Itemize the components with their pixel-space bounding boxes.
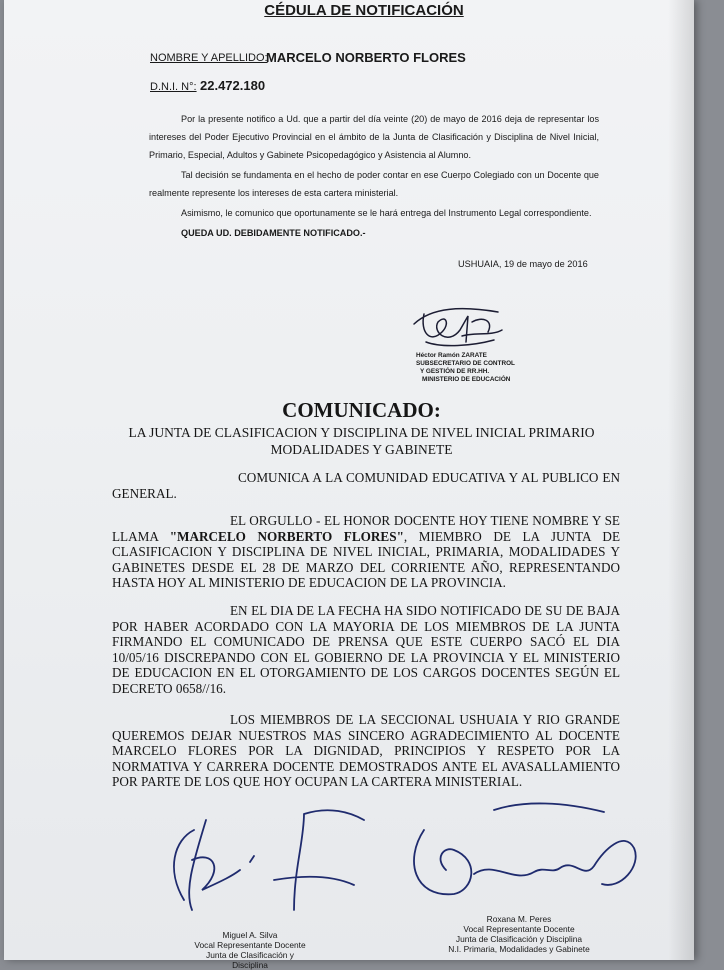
official-name: Héctor Ramón ZARATE	[416, 352, 487, 359]
notification-body	[149, 110, 599, 242]
comunicado-paragraph	[112, 470, 620, 501]
signature-silva	[154, 800, 384, 930]
comunicado-text: COMUNICA A LA COMUNIDAD EDUCATIVA Y AL PUBLICO EN GENERAL.	[112, 470, 620, 501]
comunicado-subheading: MODALIDADES Y GABINETE	[270, 442, 453, 457]
document-title: CÉDULA DE NOTIFICACIÓN	[264, 2, 464, 19]
signer-org: Junta de Clasificación y Disciplina	[206, 950, 294, 970]
comunicado-text: , MIEMBRO DE LA JUNTA DE CLASIFICACION Y DISCIPLINA DE NIVEL INICIAL, PRIMARIA, MODALIDADES Y GABINETES DESDE EL 28 DE MARZO DEL CORRIENTE AÑO, REPRESENTANDO HASTA HOY AL MINISTERIO DE EDUCACION DE LA PROVINCIA.	[112, 528, 620, 590]
comunicado-paragraph	[112, 712, 620, 790]
signer-peres	[444, 914, 594, 954]
place-date: USHUAIA, 19 de mayo de 2016	[458, 259, 588, 269]
comunicado-text: EL ORGULLO - EL HONOR DOCENTE HOY TIENE NOMBRE Y SE LLAMA	[112, 513, 620, 544]
signer-name: Miguel A. Silva	[222, 930, 278, 940]
document-page	[4, 0, 694, 970]
signer-role: Vocal Representante Docente	[194, 940, 306, 950]
signer-name: Roxana M. Peres	[486, 914, 552, 924]
official-title: SUBSECRETARIO DE CONTROL	[416, 360, 515, 367]
notification-closing: QUEDA UD. DEBIDAMENTE NOTIFICADO.-	[181, 228, 366, 238]
notification-paragraph: Tal decisión se fundamenta en el hecho de poder contar en ese Cuerpo Colegiado con un Docente que realmente represente los intereses de esta cartera ministerial.	[149, 170, 599, 198]
notification-paragraph: Asimismo, le comunico que oportunamente se le hará entrega del Instrumento Legal correspondiente.	[181, 208, 592, 218]
comunicado-paragraph	[112, 513, 620, 591]
comunicado-heading: COMUNICADO:	[282, 398, 441, 422]
signer-org: Junta de Clasificación y Disciplina	[455, 934, 583, 944]
page-shadow	[668, 0, 694, 960]
official-title: Y GESTIÓN DE RR.HH.	[420, 368, 490, 375]
signature-peres	[394, 790, 664, 920]
comunicado-subheading: LA JUNTA DE CLASIFICACION Y DISCIPLINA DE NIVEL INICIAL PRIMARIO	[128, 425, 595, 440]
name-label: NOMBRE Y APELLIDO:	[150, 52, 268, 64]
name-value: MARCELO NORBERTO FLORES	[266, 50, 466, 65]
dni-value: 22.472.180	[200, 78, 266, 93]
comunicado-text: EN EL DIA DE LA FECHA HA SIDO NOTIFICADO DE SU DE BAJA POR HABER ACORDADO CON LA MAYORIA DE LOS MIEMBROS DE LA JUNTA FIRMANDO EL COMUNICADO DE PRENSA QUE ESTE CUERPO SACÓ EL DIA 10/05/16 DISCREPANDO CON EL GOBIERNO DE LA PROVINCIA Y EL MINISTERIO DE EDUCACION EN EL OTORGAMIENTO DE LOS CARGOS DOCENTES SEGÚN EL DECRETO 0658//16.	[112, 603, 620, 696]
signer-role: Vocal Representante Docente	[463, 924, 575, 934]
signer-silva	[190, 930, 310, 970]
comunicado-paragraph	[112, 603, 620, 696]
official-ministry: MINISTERIO DE EDUCACIÓN	[422, 376, 511, 383]
notification-paragraph: Por la presente notifico a Ud. que a partir del día veinte (20) de mayo de 2016 deja de representar los intereses del Poder Ejecutivo Provincial en el ámbito de la Junta de Clasificación y Disciplina de Nivel Inicial, Primario, Especial, Adultos y Gabinete Psicopedagógico y Asistencia al Alumno.	[149, 114, 599, 160]
comunicado-text: LOS MIEMBROS DE LA SECCIONAL USHUAIA Y RIO GRANDE QUEREMOS DEJAR NUESTROS MAS SINCERO AGRADECIMIENTO AL DOCENTE MARCELO FLORES POR LA DIGNIDAD, PRINCIPIOS Y RESPETO POR LA NORMATIVA Y CARRERA DOCENTE DEMOSTRADOS ANTE EL AVASALLAMIENTO POR PARTE DE LOS QUE HOY OCUPAN LA CARTERA MINISTERIAL.	[112, 712, 620, 789]
honoree-name: "MARCELO NORBERTO FLORES"	[169, 528, 404, 544]
dni-label: D.N.I. N°:	[150, 81, 197, 93]
signer-org: N.I. Primaria, Modalidades y Gabinete	[448, 944, 590, 954]
